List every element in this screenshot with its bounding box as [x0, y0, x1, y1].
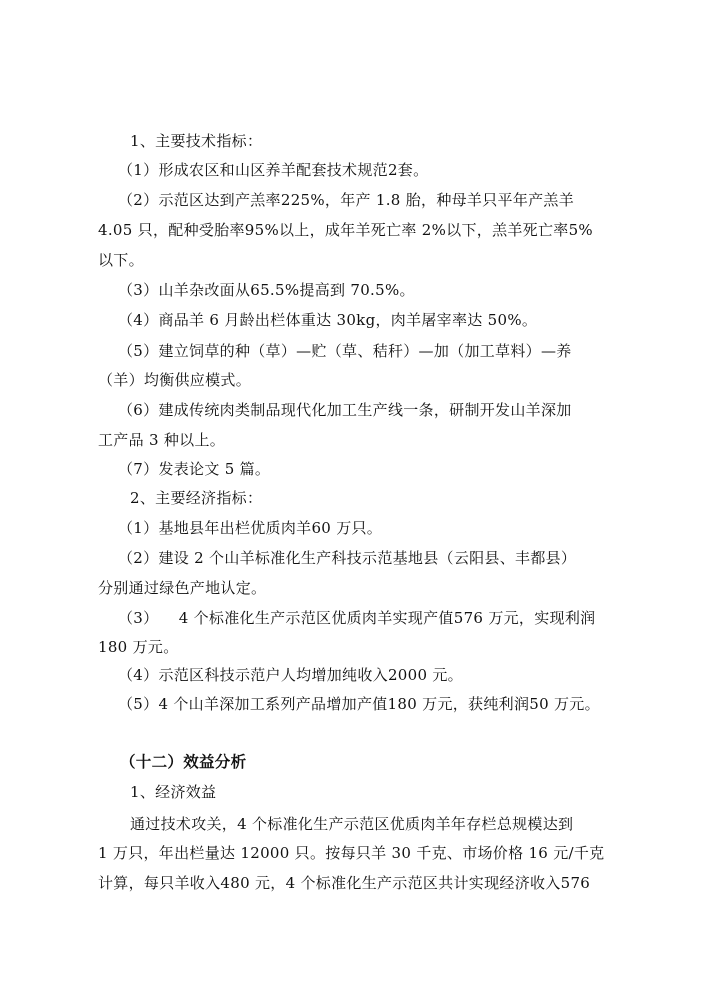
tech-item-2-end: 以下。: [98, 251, 144, 269]
tech-indicators-title: 1、主要技术指标：: [130, 132, 263, 150]
tech-item-5: （5）建立饲草的种（草）—贮（草、秸秆）—加（加工草料）—养: [118, 342, 572, 360]
tech-item-2-cont: 4.05 只，配种受胎率95%以上，成年羊死亡率 2%以下，羔羊死亡率5%: [98, 221, 593, 239]
econ-indicators-title: 2、主要经济指标：: [130, 489, 263, 507]
econ-item-3: （3） 4 个标准化生产示范区优质肉羊实现产值576 万元，实现利润: [118, 609, 596, 627]
tech-item-4: （4）商品羊 6 月龄出栏体重达 30kg，肉羊屠宰率达 50%。: [118, 311, 538, 329]
benefit-analysis-heading: （十二）效益分析: [120, 752, 247, 771]
economic-benefit-subheading: 1、经济效益: [130, 783, 217, 801]
benefit-paragraph-line-1: 通过技术攻关，4 个标准化生产示范区优质肉羊年存栏总规模达到: [130, 815, 574, 833]
tech-item-6-cont: 工产品 3 种以上。: [98, 431, 226, 449]
tech-item-7: （7）发表论文 5 篇。: [118, 460, 271, 478]
econ-item-1: （1）基地县年出栏优质肉羊60 万只。: [118, 519, 383, 537]
tech-item-3: （3）山羊杂改面从65.5%提高到 70.5%。: [118, 281, 415, 299]
econ-item-3-cont: 180 万元。: [98, 638, 179, 656]
benefit-paragraph-line-2: 1 万只，年出栏量达 12000 只。按每只羊 30 千克、市场价格 16 元/千克: [98, 844, 605, 862]
econ-item-2: （2）建设 2 个山羊标准化生产科技示范基地县（云阳县、丰都县）: [118, 549, 577, 567]
econ-item-4: （4）示范区科技示范户人均增加纯收入2000 元。: [118, 666, 463, 684]
benefit-paragraph-line-3: 计算，每只羊收入480 元，4 个标准化生产示范区共计实现经济收入576: [98, 874, 591, 892]
tech-item-1: （1）形成农区和山区养羊配套技术规范2套。: [118, 161, 429, 179]
tech-item-6: （6）建成传统肉类制品现代化加工生产线一条，研制开发山羊深加: [118, 401, 572, 419]
tech-item-5-cont: （羊）均衡供应模式。: [98, 371, 252, 389]
tech-item-2: （2）示范区达到产羔率225%，年产 1.8 胎，种母羊只平年产羔羊: [118, 191, 575, 209]
econ-item-2-cont: 分别通过绿色产地认定。: [98, 579, 267, 597]
econ-item-5: （5）4 个山羊深加工系列产品增加产值180 万元，获纯利润50 万元。: [118, 695, 600, 713]
